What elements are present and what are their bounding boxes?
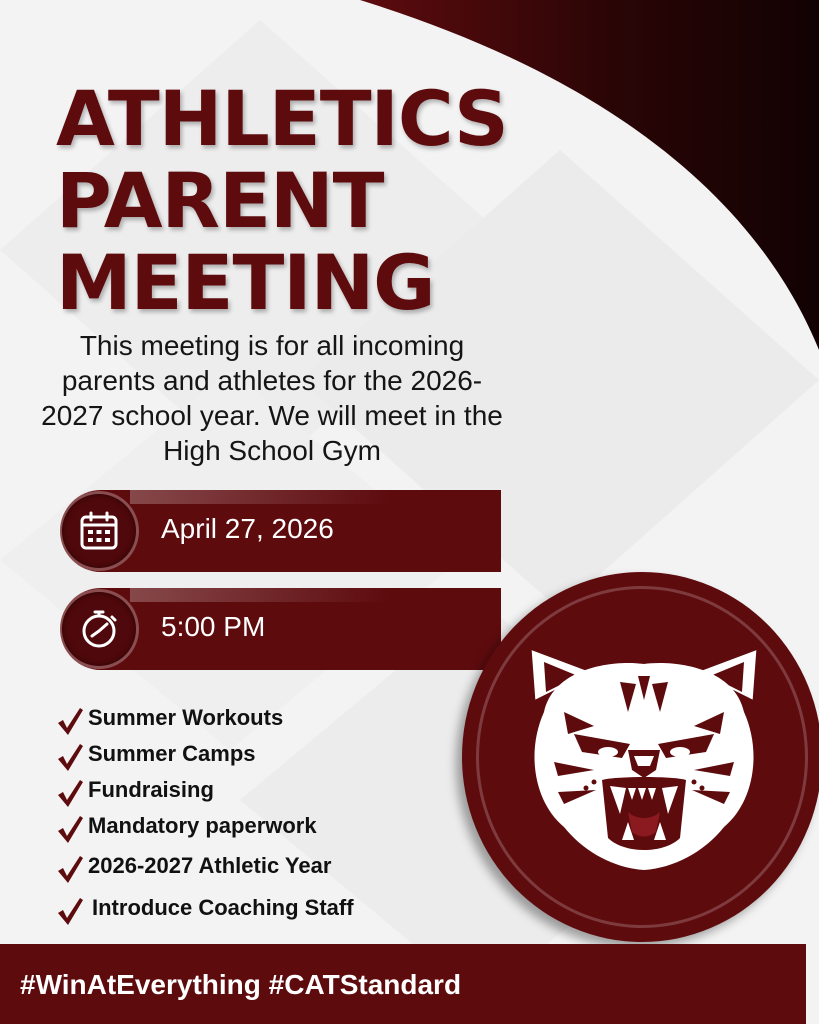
headline-line-3: MEETING (56, 238, 435, 327)
checkmark-icon (56, 896, 84, 926)
bar-highlight (130, 490, 390, 504)
agenda-item-label: 2026-2027 Athletic Year (88, 853, 332, 878)
wildcat-mascot-icon (524, 642, 764, 872)
checkmark-icon (56, 706, 84, 736)
meeting-time: 5:00 PM (161, 611, 266, 642)
agenda-item-label: Summer Camps (88, 741, 256, 766)
stopwatch-icon (79, 609, 119, 649)
footer-banner (0, 944, 806, 1024)
date-bar (60, 490, 501, 572)
meeting-description: This meeting is for all incoming parents and athletes for the 2026-2027 school year. We will meet in the High School Gym (41, 330, 503, 466)
checkmark-icon (56, 778, 84, 808)
date-icon-circle (62, 494, 136, 568)
footer-hashtags: #WinAtEverything #CATStandard (20, 969, 462, 1000)
mascot-logo (462, 572, 819, 942)
agenda-item-label: Fundraising (88, 777, 214, 802)
checkmark-icon (56, 814, 84, 844)
headline-line-1: ATHLETICS (56, 74, 508, 163)
meeting-date: April 27, 2026 (161, 513, 334, 544)
agenda-item-label: Introduce Coaching Staff (92, 895, 354, 920)
checkmark-icon (56, 742, 84, 772)
checkmark-icon (56, 854, 84, 884)
time-bar (60, 588, 501, 670)
bar-highlight (130, 588, 390, 602)
headline-line-2: PARENT (56, 156, 384, 245)
headline (56, 74, 508, 327)
time-icon-circle (62, 592, 136, 666)
calendar-icon (79, 511, 119, 551)
agenda-item-label: Mandatory paperwork (88, 813, 317, 838)
agenda-item-label: Summer Workouts (88, 705, 284, 730)
